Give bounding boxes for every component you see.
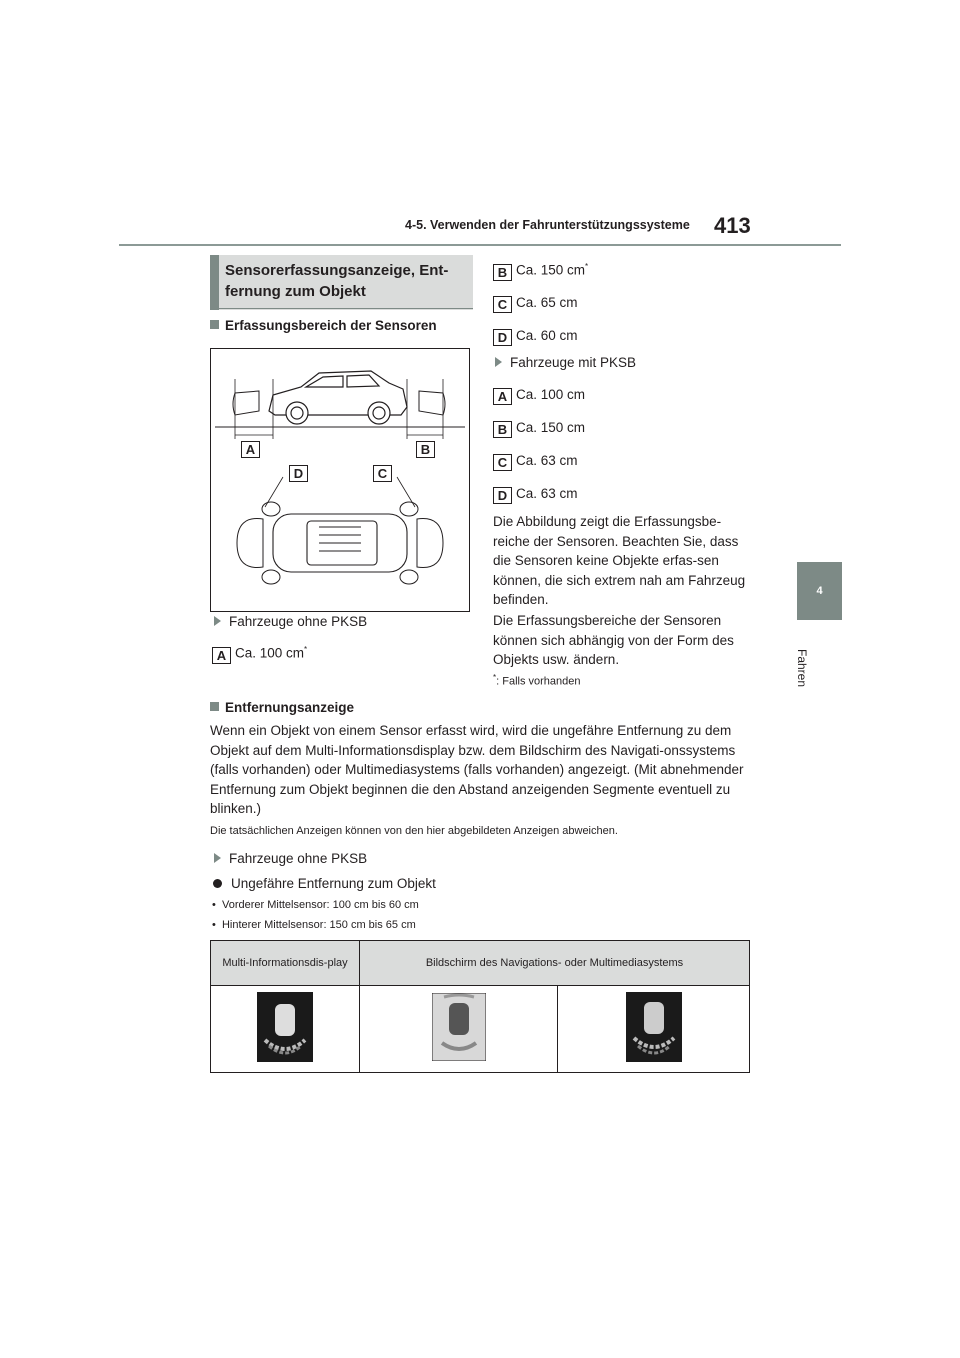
range-item: D Ca. 63 cm [493, 486, 578, 504]
sensor-range-item: • Hinterer Mittelsensor: 150 cm bis 65 cm [212, 919, 416, 931]
detection-heading: Erfassungsbereich der Sensoren [210, 318, 437, 333]
sensor-range-figure [210, 348, 470, 612]
page-number: 413 [714, 213, 751, 238]
footnote: *: Falls vorhanden [493, 673, 581, 688]
distance-bullet-heading: Ungefähre Entfernung zum Objekt [212, 876, 436, 891]
section-title-bar [210, 255, 219, 310]
figure-label-c: C [373, 465, 392, 482]
chapter-label: Fahren [795, 648, 809, 688]
display-table [210, 940, 750, 1073]
section-title-underline [210, 308, 473, 309]
figure-label-a: A [241, 441, 260, 458]
range-item: C Ca. 63 cm [493, 453, 578, 471]
mid-display-screen [257, 992, 313, 1062]
sensor-range-item: • Vorderer Mittelsensor: 100 cm bis 60 cm [212, 899, 419, 911]
table-header-mid: Multi-Informationsdis-play [211, 941, 360, 986]
section-header: 4-5. Verwenden der Fahrunterstützungssysteme [405, 218, 690, 232]
table-header-nav: Bildschirm des Navigations- oder Multimediasystems [360, 941, 750, 986]
nav-display-screen-2 [626, 992, 682, 1062]
multimedia-display-image [558, 986, 750, 1073]
with-pksb-label: Fahrzeuge mit PKSB [493, 355, 636, 370]
nav-display-screen-1 [432, 993, 486, 1061]
sensor-range-illustration [211, 349, 469, 611]
header-rule [119, 244, 841, 246]
distance-heading: Entfernungsanzeige [210, 700, 354, 715]
range-item: A Ca. 100 cm* [212, 645, 307, 664]
display-note: Die tatsächlichen Anzeigen können von den hier abgebildeten Anzeigen abweichen. [210, 825, 618, 837]
figure-label-b: B [416, 441, 435, 458]
range-item: C Ca. 65 cm [493, 295, 578, 313]
vehicles-without-pksb: Fahrzeuge ohne PKSB [212, 851, 367, 866]
range-item: B Ca. 150 cm* [493, 262, 588, 281]
range-item: A Ca. 100 cm [493, 387, 585, 405]
without-pksb-label: Fahrzeuge ohne PKSB [212, 614, 367, 629]
figure-label-d: D [289, 465, 308, 482]
chapter-tab: 4 [797, 562, 842, 620]
range-item: B Ca. 150 cm [493, 420, 585, 438]
distance-paragraph: Wenn ein Objekt von einem Sensor erfasst wird, wird die ungefähre Entfernung zu dem Objekt auf dem Multi-Informationsdisplay bzw. dem Bildschirm des Navigati-onssystems (falls vorhanden) oder Multimediasystems (falls vorhanden) angezeigt. (Mit abnehmender Entfernung zum Objekt beginnen die den Abstand anzeigenden Segmente eventuell zu blinken.) [210, 723, 744, 816]
range-item: D Ca. 60 cm [493, 328, 578, 346]
mid-display-image [211, 986, 360, 1073]
nav-display-image [360, 986, 558, 1073]
detection-note-1: Die Abbildung zeigt die Erfassungsbe-reiche der Sensoren. Beachten Sie, dass die Sensoren keine Objekte erfas-sen können, die sich extrem nah am Fahrzeug befinden. [493, 514, 746, 607]
detection-note-2: Die Erfassungsbereiche der Sensoren können sich abhängig von der Form des Objekts usw. ändern. [493, 613, 734, 667]
section-title: Sensorerfassungsanzeige, Ent-fernung zum Objekt [225, 262, 449, 300]
